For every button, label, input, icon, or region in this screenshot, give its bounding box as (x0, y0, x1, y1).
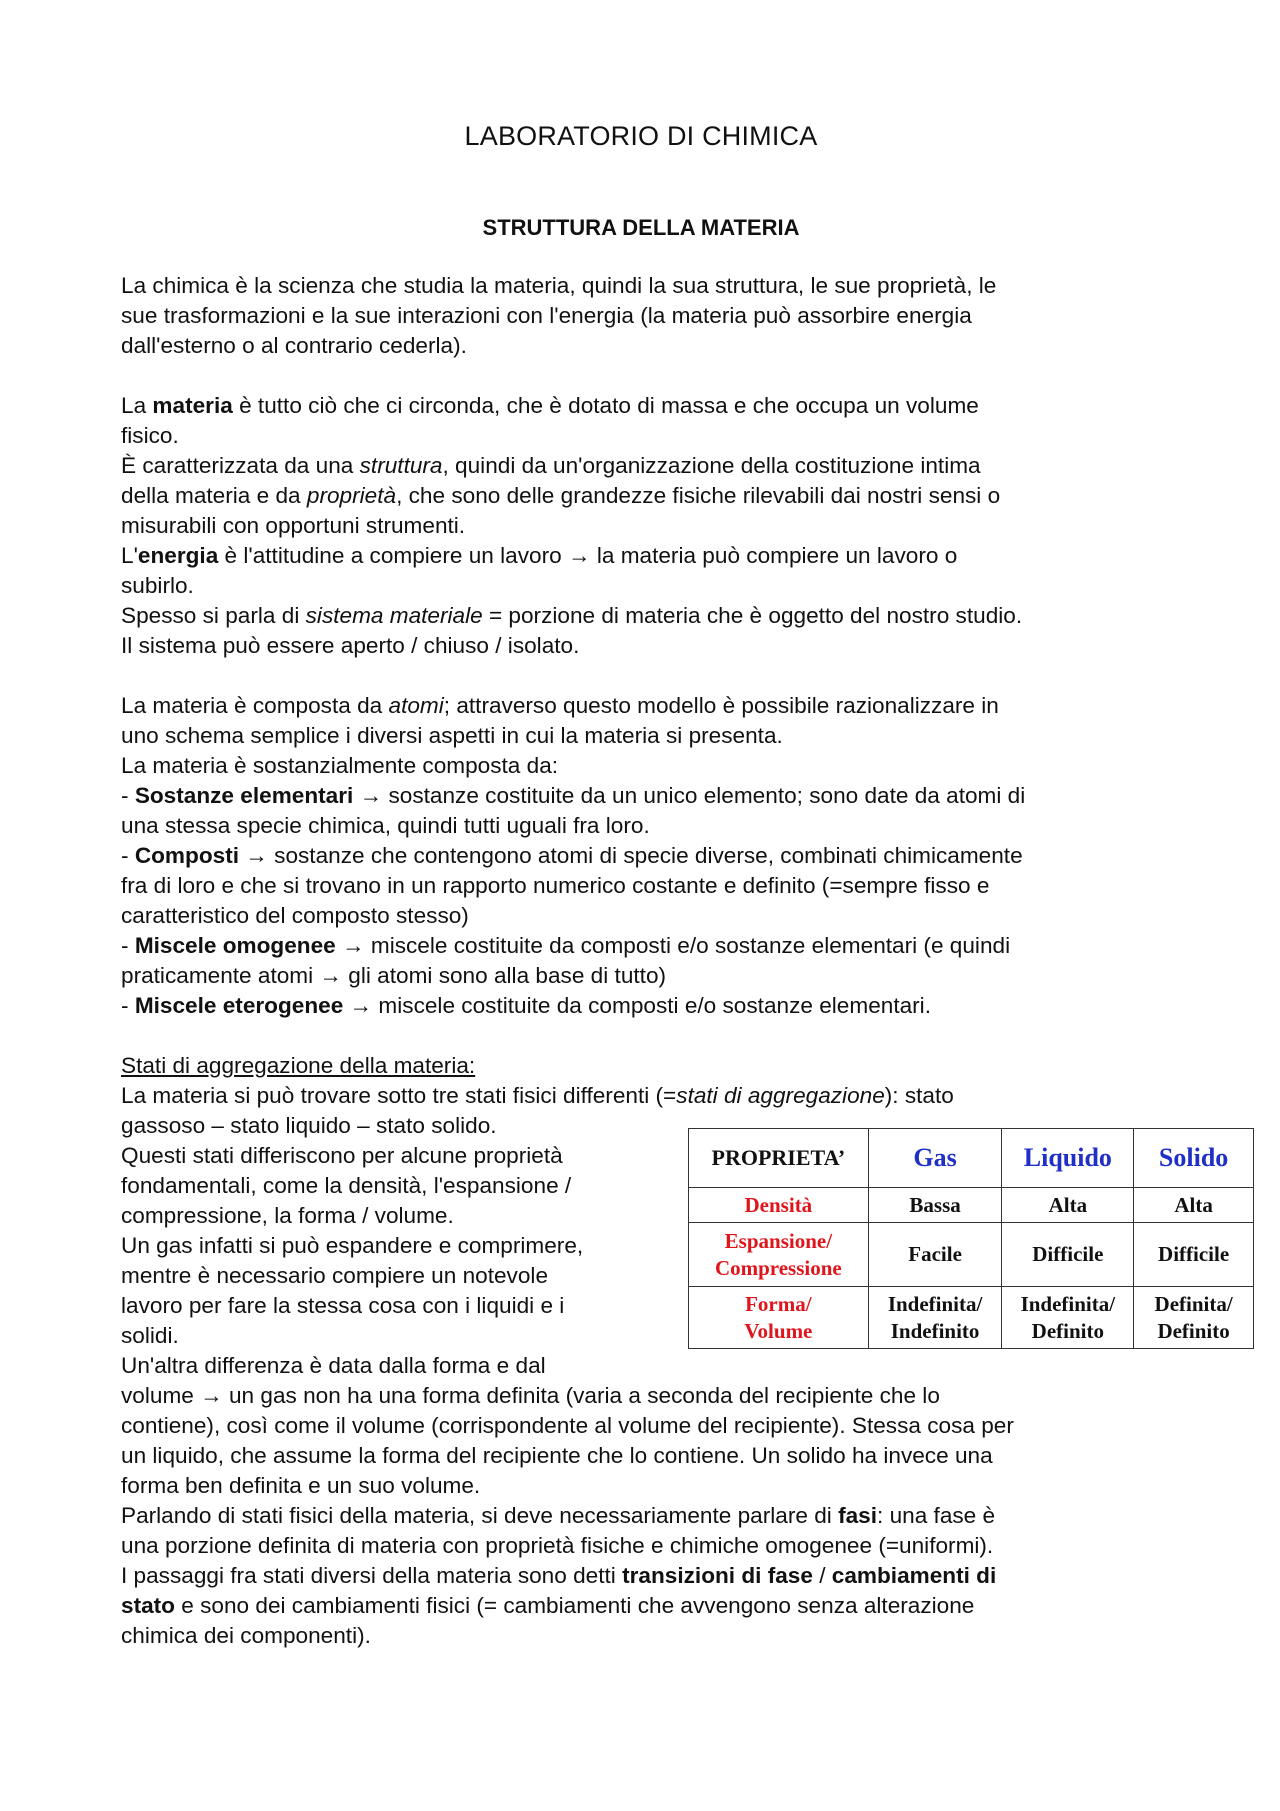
row-label: Espansione/ Compressione (689, 1223, 869, 1287)
table-cell: Difficile (1002, 1223, 1134, 1287)
paragraph-line: misurabili con opportuni strumenti. (121, 513, 466, 538)
table-row (689, 1188, 1254, 1223)
paragraph-line: La materia si può trovare sotto tre stati fisici differenti (=stati di aggregazione): stato (121, 1083, 954, 1108)
paragraph-line: una stessa specie chimica, quindi tutti uguali fra loro. (121, 813, 650, 838)
list-item: - Miscele eterogenee → miscele costituite da composti e/o sostanze elementari. (121, 993, 931, 1018)
paragraph-line: compressione, la forma / volume. (121, 1203, 454, 1228)
document-title: LABORATORIO DI CHIMICA (464, 121, 818, 151)
row-label: Densità (689, 1188, 869, 1223)
list-item: - Composti → sostanze che contengono atomi di specie diverse, combinati chimicamente (121, 843, 1023, 868)
table-cell: Facile (868, 1223, 1002, 1287)
table-cell: Difficile (1134, 1223, 1254, 1287)
paragraph-line: lavoro per fare la stessa cosa con i liquidi e i (121, 1293, 565, 1318)
paragraph-line: Il sistema può essere aperto / chiuso / isolato. (121, 633, 580, 658)
paragraph-line: della materia e da proprietà, che sono delle grandezze fisiche rilevabili dai nostri sensi o (121, 483, 1001, 508)
paragraph-line: L'energia è l'attitudine a compiere un lavoro → la materia può compiere un lavoro o (121, 543, 958, 568)
subsection-heading: Stati di aggregazione della materia: (121, 1053, 476, 1078)
table-header-cell: Liquido (1002, 1129, 1134, 1188)
table-cell: Indefinita/ Definito (1002, 1287, 1134, 1349)
table-cell: Definita/ Definito (1134, 1287, 1254, 1349)
paragraph-line: La materia è composta da atomi; attraverso questo modello è possibile razionalizzare in (121, 693, 999, 718)
table-cell: Alta (1002, 1188, 1134, 1223)
paragraph-line: solidi. (121, 1323, 179, 1348)
paragraph-line: subirlo. (121, 573, 194, 598)
paragraph-line: fra di loro e che si trovano in un rapporto numerico costante e definito (=sempre fisso e (121, 873, 990, 898)
paragraph-line: contiene), così come il volume (corrispondente al volume del recipiente). Stessa cosa per (121, 1413, 1014, 1438)
paragraph-line: uno schema semplice i diversi aspetti in cui la materia si presenta. (121, 723, 783, 748)
paragraph-line: sue trasformazioni e la sue interazioni con l'energia (la materia può assorbire energia (121, 303, 972, 328)
paragraph-line: forma ben definita e un suo volume. (121, 1473, 481, 1498)
paragraph-line: una porzione definita di materia con proprietà fisiche e chimiche omogenee (=uniformi). (121, 1533, 994, 1558)
paragraph-line: chimica dei componenti). (121, 1623, 371, 1648)
paragraph-line: La materia è sostanzialmente composta da: (121, 753, 559, 778)
paragraph-line: fisico. (121, 423, 179, 448)
table-cell: Indefinita/ Indefinito (868, 1287, 1002, 1349)
table-cell: Alta (1134, 1188, 1254, 1223)
paragraph-line: Parlando di stati fisici della materia, si deve necessariamente parlare di fasi: una fase è (121, 1503, 996, 1528)
list-item: - Sostanze elementari → sostanze costituite da un unico elemento; sono date da atomi di (121, 783, 1026, 808)
paragraph-line: caratteristico del composto stesso) (121, 903, 469, 928)
paragraph-line: I passaggi fra stati diversi della materia sono detti transizioni di fase / cambiamenti di (121, 1563, 997, 1588)
row-label: Forma/ Volume (689, 1287, 869, 1349)
paragraph-line: dall'esterno o al contrario cederla). (121, 333, 467, 358)
paragraph-line: un liquido, che assume la forma del recipiente che lo contiene. Un solido ha invece una (121, 1443, 993, 1468)
table-header-row (689, 1129, 1254, 1188)
table-cell: Bassa (868, 1188, 1002, 1223)
paragraph-line: volume → un gas non ha una forma definita (varia a seconda del recipiente che lo (121, 1383, 940, 1408)
table-header-cell: PROPRIETA’ (689, 1129, 869, 1188)
paragraph-line: mentre è necessario compiere un notevole (121, 1263, 549, 1288)
paragraph-line: La materia è tutto ciò che ci circonda, che è dotato di massa e che occupa un volume (121, 393, 979, 418)
table-row (689, 1223, 1254, 1287)
paragraph-line: stato e sono dei cambiamenti fisici (= cambiamenti che avvengono senza alterazione (121, 1593, 975, 1618)
paragraph-line: Spesso si parla di sistema materiale = porzione di materia che è oggetto del nostro studio. (121, 603, 1023, 628)
paragraph-line: La chimica è la scienza che studia la materia, quindi la sua struttura, le sue proprietà, le (121, 273, 997, 298)
section-title: STRUTTURA DELLA MATERIA (482, 215, 800, 240)
table-header-cell: Gas (868, 1129, 1002, 1188)
properties-table (688, 1128, 1254, 1349)
paragraph-line: praticamente atomi → gli atomi sono alla base di tutto) (121, 963, 667, 988)
paragraph-line: gassoso – stato liquido – stato solido. (121, 1113, 497, 1138)
paragraph-line: È caratterizzata da una struttura, quindi da un'organizzazione della costituzione intima (121, 453, 981, 478)
table-row (689, 1287, 1254, 1349)
list-item: - Miscele omogenee → miscele costituite da composti e/o sostanze elementari (e quindi (121, 933, 1011, 958)
paragraph-line: fondamentali, come la densità, l'espansione / (121, 1173, 572, 1198)
paragraph-line: Un gas infatti si può espandere e comprimere, (121, 1233, 584, 1258)
table-header-cell: Solido (1134, 1129, 1254, 1188)
paragraph-line: Questi stati differiscono per alcune proprietà (121, 1143, 563, 1168)
paragraph-line: Un'altra differenza è data dalla forma e dal (121, 1353, 546, 1378)
